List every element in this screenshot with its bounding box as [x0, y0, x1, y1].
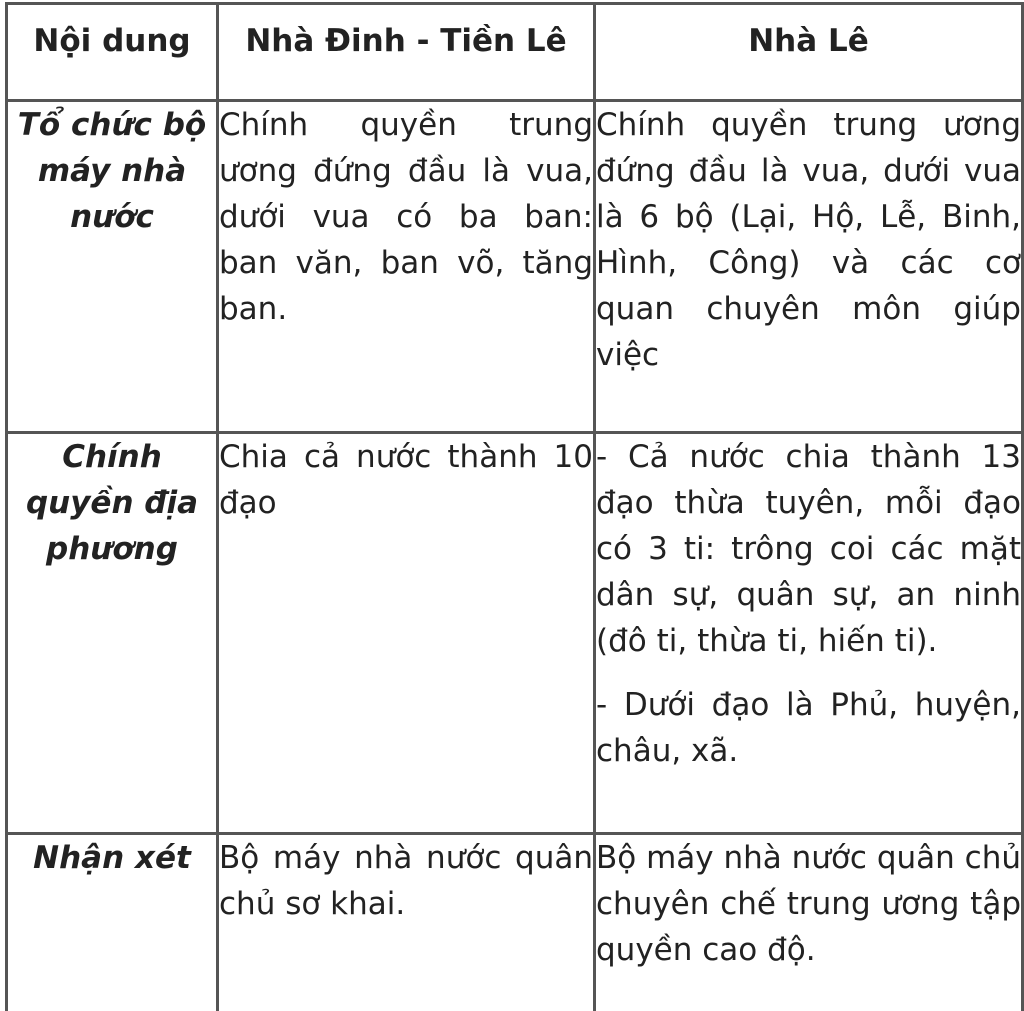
comparison-table	[5, 2, 1024, 1011]
header-nha-le: Nhà Lê	[595, 4, 1023, 101]
header-noi-dung: Nội dung	[7, 4, 218, 101]
cell-dinh-tien-le	[218, 433, 595, 834]
header-nha-dinh-tien-le: Nhà Đinh - Tiền Lê	[218, 4, 595, 101]
cell-paragraph: - Cả nước chia thành 13 đạo thừa tuyên, mỗi đạo có 3 ti: trông coi các mặt dân sự, quân sự, an ninh (đô ti, thừa ti, hiến ti).	[596, 439, 1021, 659]
cell-nha-le	[595, 834, 1023, 1011]
cell-paragraph: Chính quyền trung ương đứng đầu là vua, dưới vua là 6 bộ (Lại, Hộ, Lễ, Binh, Hình, Công) và các cơ quan chuyên môn giúp việc	[596, 107, 1021, 373]
table-row	[7, 834, 1023, 1011]
table-row	[7, 433, 1023, 834]
cell-dinh-tien-le	[218, 101, 595, 433]
cell-paragraph: Bộ máy nhà nước quân chủ sơ khai.	[219, 840, 593, 922]
row-label: Chính quyền địa phương	[7, 433, 218, 834]
row-label: Tổ chức bộ máy nhà nước	[7, 101, 218, 433]
cell-dinh-tien-le	[218, 834, 595, 1011]
cell-nha-le	[595, 433, 1023, 834]
row-label: Nhận xét	[7, 834, 218, 1011]
table-row	[7, 101, 1023, 433]
cell-paragraph: - Dưới đạo là Phủ, huyện, châu, xã.	[596, 687, 1021, 769]
cell-paragraph: Bộ máy nhà nước quân chủ chuyên chế trung ương tập quyền cao độ.	[596, 840, 1021, 968]
cell-paragraph: Chia cả nước thành 10 đạo	[219, 439, 593, 521]
cell-paragraph: Chính quyền trung ương đứng đầu là vua, dưới vua có ba ban: ban văn, ban võ, tăng ban.	[219, 107, 593, 327]
cell-nha-le	[595, 101, 1023, 433]
table-header-row	[7, 4, 1023, 101]
